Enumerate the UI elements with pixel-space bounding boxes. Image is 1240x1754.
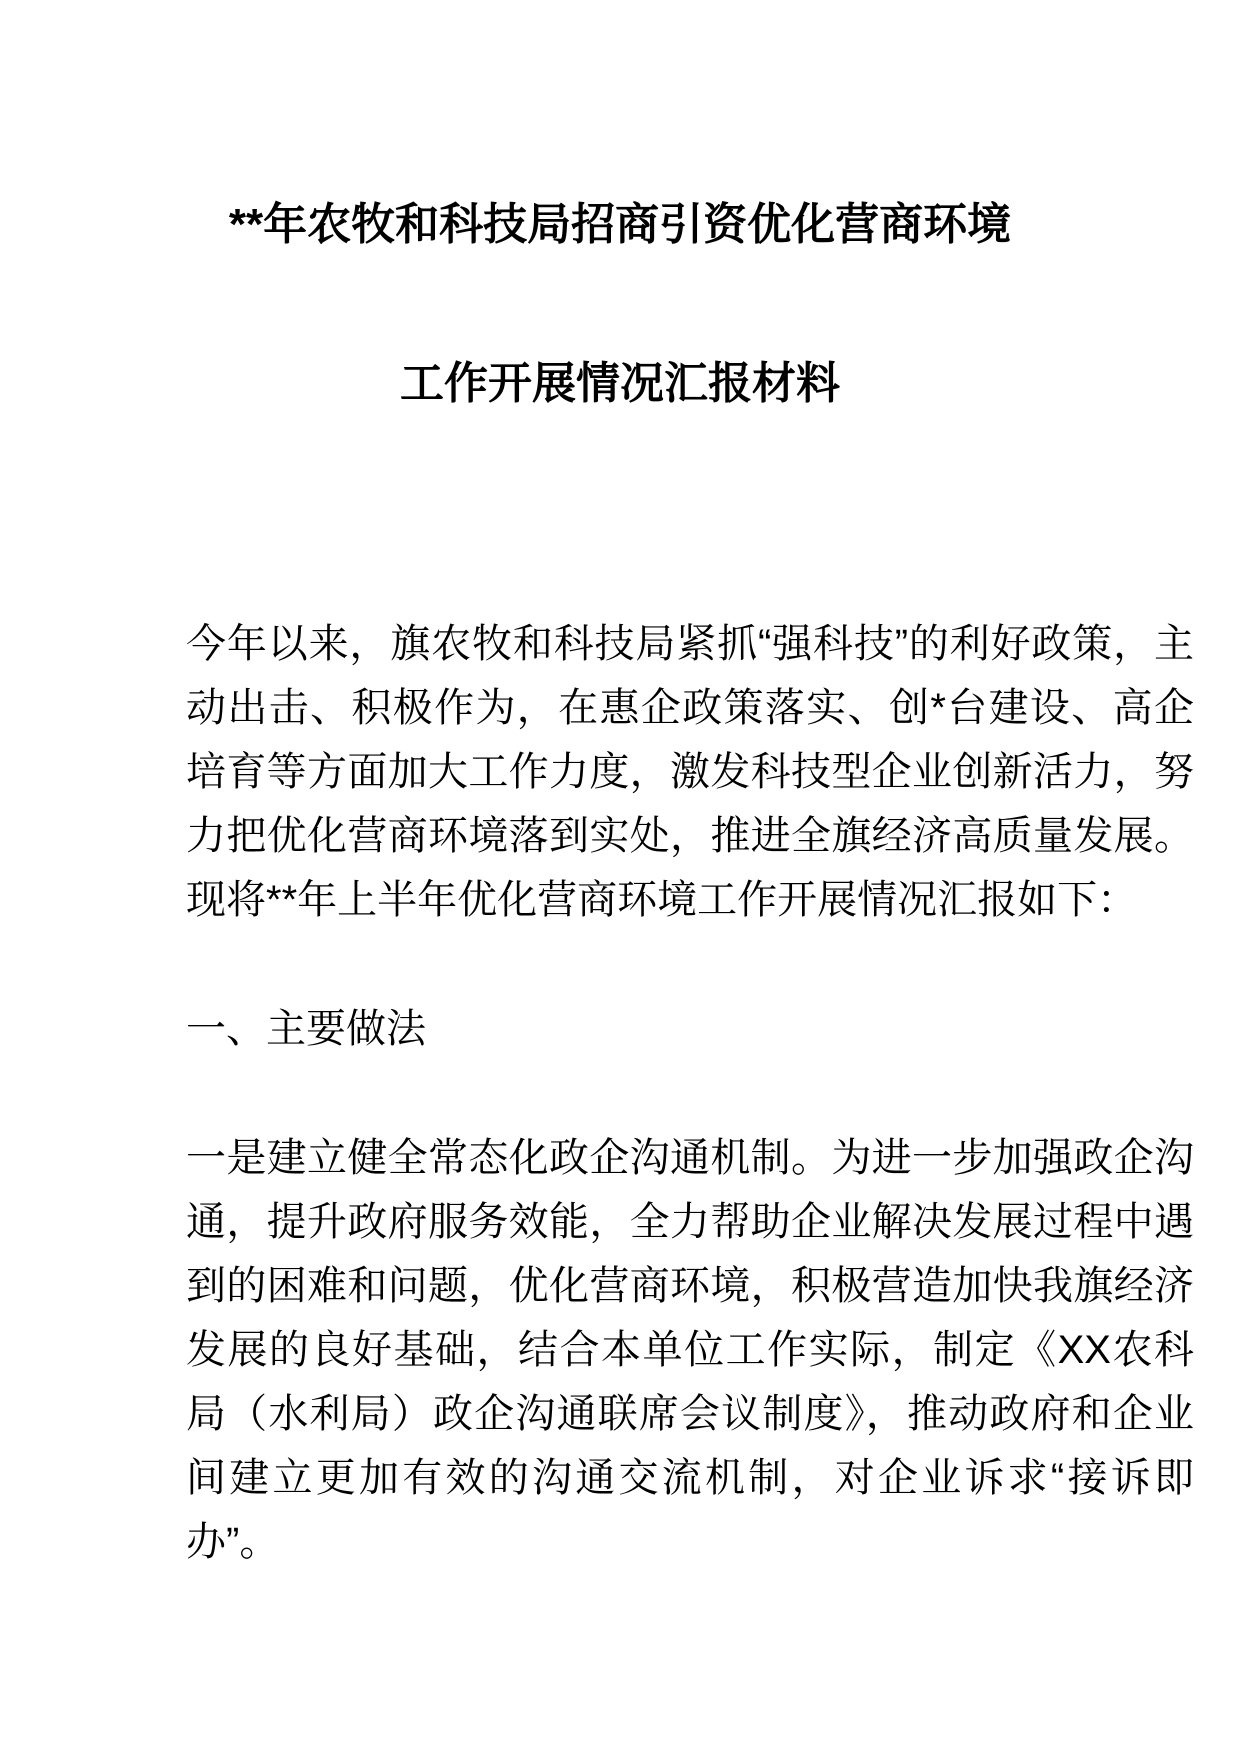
section-heading: 一、主要做法 (186, 1007, 426, 1051)
document-title-line-2: 工作开展情况汇报材料 (400, 359, 840, 408)
section-paragraph: 一是建立健全常态化政企沟通机制。为进一步加强政企沟通，提升政府服务效能，全力帮助企业解决发展过程中遇到的困难和问题，优化营商环境，积极营造加快我旗经济发展的良好基础，结合本单位工作实际，制定《XX农科局（水利局）政企沟通联席会议制度》，推动政府和企业间建立更加有效的沟通交流机制，对企业诉求“接诉即办”。 (186, 1136, 1194, 1564)
intro-paragraph: 今年以来，旗农牧和科技局紧抓“强科技”的利好政策，主动出击、积极作为，在惠企政策落实、创*台建设、高企培育等方面加大工作力度，激发科技型企业创新活力，努力把优化营商环境落到实处，推进全旗经济高质量发展。现将**年上半年优化营商环境工作开展情况汇报如下： (186, 622, 1194, 922)
document-title-line-1: **年农牧和科技局招商引资优化营商环境 (228, 200, 1012, 249)
